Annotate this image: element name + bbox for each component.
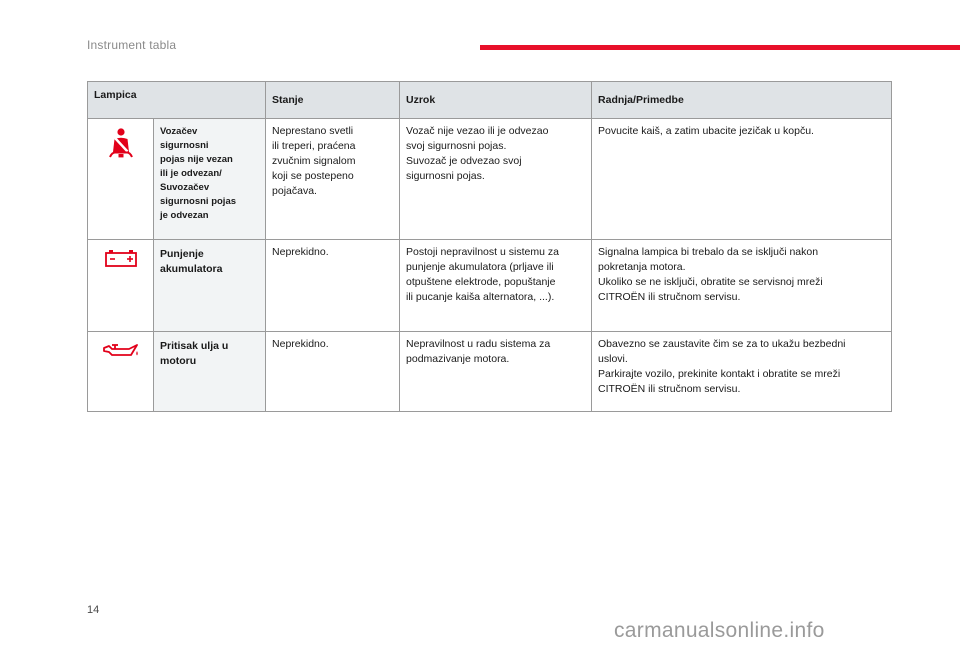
stanje-text: Neprekidno. [272,338,329,350]
uzrok-text: Vozač nije vezao ili je odvezao svoj sigurnosni pojas. Suvozač je odvezao svoj sigurnosni pojas. [406,125,549,182]
warning-lamp-table [87,81,892,412]
stanje-cell [266,119,400,240]
uzrok-cell [400,119,592,240]
watermark-text: carmanualsonline.info [614,619,825,642]
header-accent-bar [480,45,960,50]
page-number: 14 [87,604,100,616]
column-header-lampica: Lampica [88,82,266,119]
oil-pressure-icon [101,351,141,363]
lamp-name-cell [154,119,266,240]
radnja-text: Povucite kaiš, a zatim ubacite jezičak u kopču. [598,125,814,137]
column-header-radnja: Radnja/Primedbe [592,82,892,119]
lamp-icon-cell [88,332,154,412]
table-row [88,119,892,240]
column-header-stanje: Stanje [266,82,400,119]
radnja-text: Obavezno se zaustavite čim se za to ukažu bezbedni uslovi. Parkirajte vozilo, prekinite kontakt i obratite se mreži CITROËN ili stručnom servisu. [598,338,846,395]
table-row [88,332,892,412]
lamp-icon-cell [88,240,154,332]
lamp-icon-cell [88,119,154,240]
battery-charging-icon [104,259,138,271]
stanje-cell [266,240,400,332]
uzrok-text: Nepravilnost u radu sistema za podmazivanje motora. [406,338,551,365]
stanje-text: Neprestano svetli ili treperi, praćena zvučnim signalom koji se postepeno pojačava. [272,125,356,197]
lamp-name-cell [154,332,266,412]
lamp-name-cell [154,240,266,332]
table-header-row [88,82,892,119]
stanje-cell [266,332,400,412]
uzrok-cell [400,332,592,412]
stanje-text: Neprekidno. [272,246,329,258]
radnja-cell [592,119,892,240]
lamp-name: Vozačev sigurnosni pojas nije vezan ili je odvezan/ Suvozačev sigurnosni pojas je odvezan [160,126,237,221]
seatbelt-warning-icon [106,152,136,164]
lamp-name: Punjenje akumulatora [160,248,223,275]
uzrok-text: Postoji nepravilnost u sistemu za punjenje akumulatora (prljave ili otpuštene elektrode, popuštanje ili pucanje kaiša alternatora, ...). [406,246,559,303]
lamp-name: Pritisak ulja u motoru [160,340,229,367]
table-row [88,240,892,332]
uzrok-cell [400,240,592,332]
section-title: Instrument tabla [87,38,177,52]
radnja-cell [592,332,892,412]
radnja-cell [592,240,892,332]
radnja-text: Signalna lampica bi trebalo da se isključi nakon pokretanja motora. Ukoliko se ne isključi, obratite se servisnoj mreži CITROËN ili stručnom servisu. [598,246,823,303]
column-header-uzrok: Uzrok [400,82,592,119]
